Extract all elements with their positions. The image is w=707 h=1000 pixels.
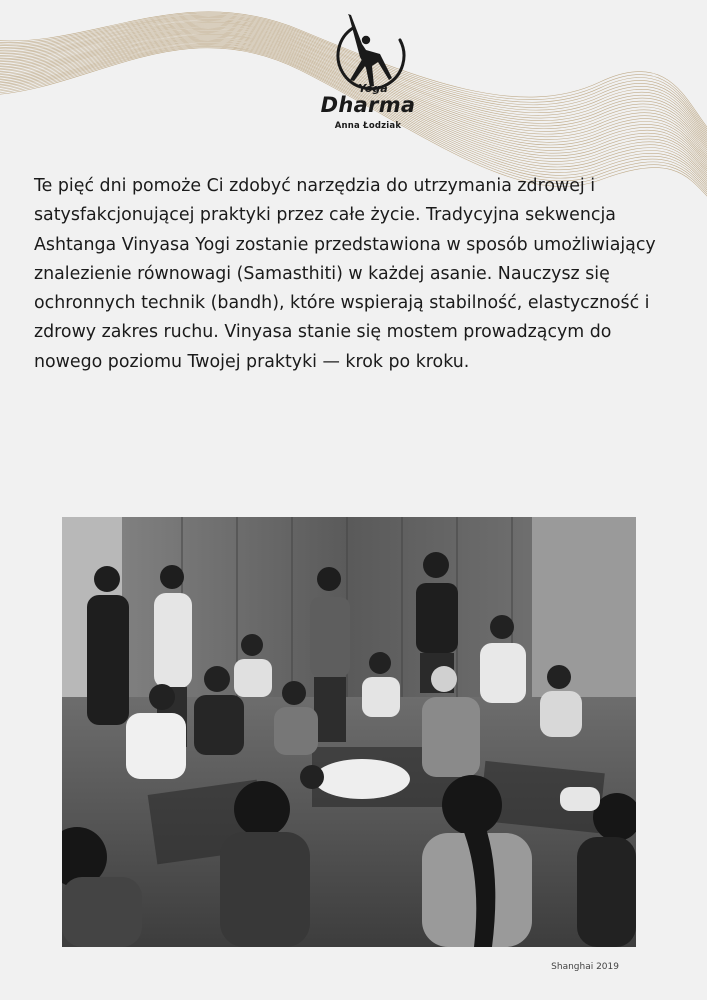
logo-yoga-text: Yoga — [358, 82, 388, 95]
intro-paragraph: Te pięć dni pomoże Ci zdobyć narzędzia do utrzymania zdrowej i satysfakcjonującej praktyki przez całe życie. Tradycyjna sekwencja Ashtanga Vinyasa Yogi zostanie przedstawiona w sposób umożliwiający znalezienie równowagi (Samasthiti) w każdej asanie. Nauczysz się ochronnych technik (bandh), które wspierają stabilność, elastyczność i zdrowy zakres ruchu. Vinyasa stanie się mostem prowadzącym do nowego poziomu Twojej praktyki — krok po kroku. — [34, 176, 656, 372]
logo-dharma-text: Dharma — [320, 93, 416, 117]
logo — [318, 10, 418, 135]
workshop-photo-image — [62, 517, 636, 947]
photo-caption: Shanghai 2019 — [551, 962, 619, 972]
logo-author-name: Anna Łodziak — [334, 121, 402, 131]
workshop-photo — [62, 517, 636, 947]
